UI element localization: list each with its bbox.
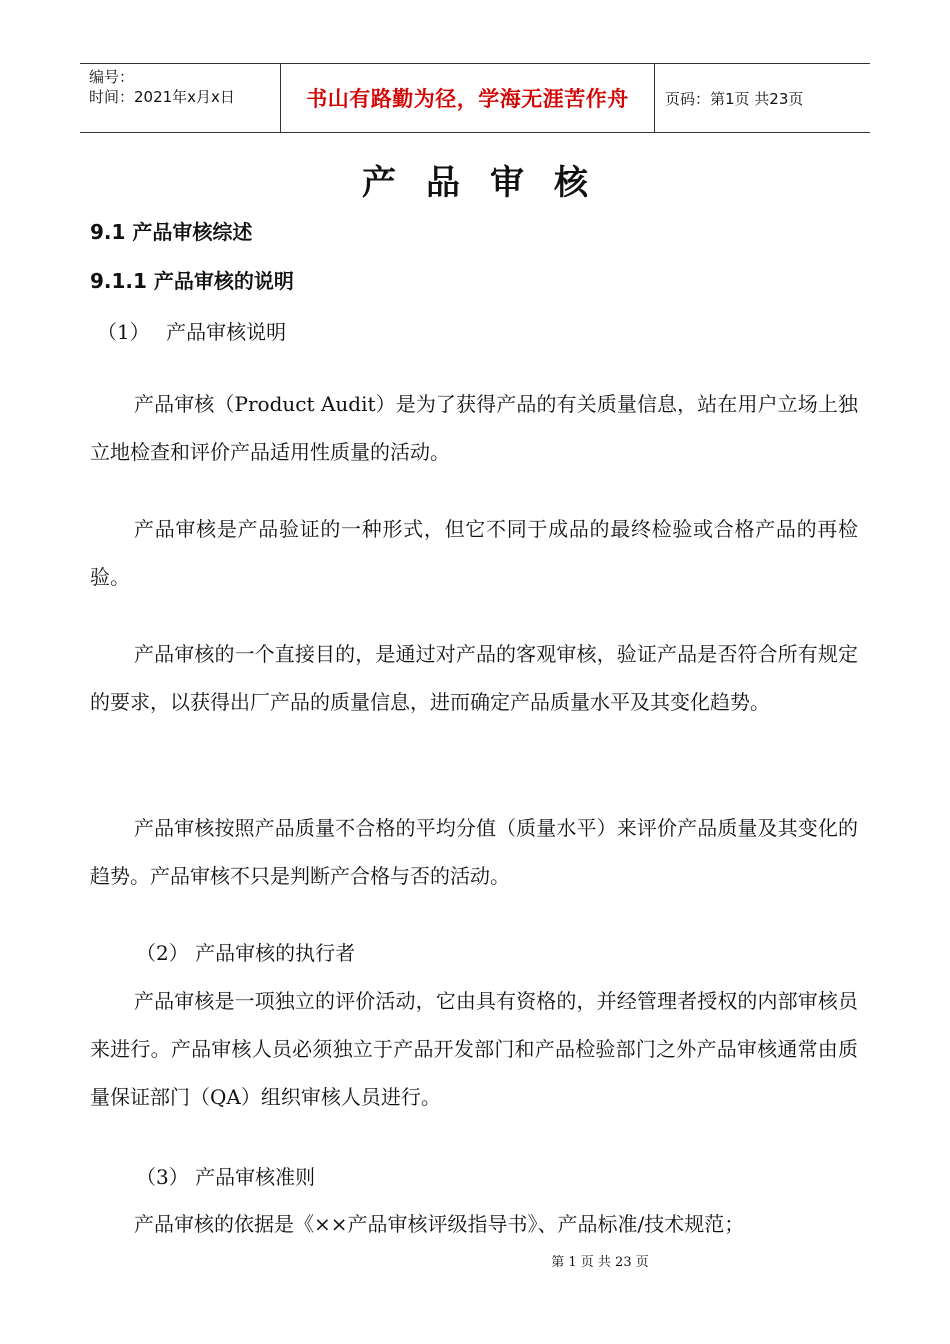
header-page-info: 页码：第1页 共23页 — [665, 89, 804, 108]
section-heading-9-1: 9.1 产品审核综述 — [90, 220, 253, 244]
paragraph-6: 产品审核的依据是《××产品审核评级指导书》、产品标准/技术规范； — [134, 1212, 745, 1236]
paragraph-1: 产品审核（Product Audit）是为了获得产品的有关质量信息，站在用户立场上独立地检查和评价产品适用性质量的活动。 — [90, 392, 858, 464]
page-footer: 第 1 页 共 23 页 — [551, 1255, 649, 1270]
paragraph-2: 产品审核是产品验证的一种形式，但它不同于成品的最终检验或合格产品的再检验。 — [90, 517, 858, 589]
document-title: 产品审核 — [362, 163, 618, 203]
item-heading-3: （3） 产品审核准则 — [136, 1165, 316, 1189]
paragraph-4: 产品审核按照产品质量不合格的平均分值（质量水平）来评价产品质量及其变化的趋势。产品审核不只是判断产合格与否的活动。 — [90, 816, 858, 888]
header-time: 时间：2021年x月x日 — [89, 88, 235, 106]
section-heading-9-1-1: 9.1.1 产品审核的说明 — [90, 269, 294, 293]
header-info-cell — [80, 64, 281, 132]
item-heading-1: （1） 产品审核说明 — [97, 320, 287, 344]
header-table — [80, 63, 870, 133]
paragraph-5: 产品审核是一项独立的评价活动，它由具有资格的，并经管理者授权的内部审核员来进行。产品审核人员必须独立于产品开发部门和产品检验部门之外产品审核通常由质量保证部门（QA）组织审核人员进行。 — [90, 989, 858, 1109]
paragraph-3: 产品审核的一个直接目的，是通过对产品的客观审核，验证产品是否符合所有规定的要求，以获得出厂产品的质量信息，进而确定产品质量水平及其变化趋势。 — [90, 642, 858, 714]
item-heading-2: （2） 产品审核的执行者 — [136, 941, 356, 965]
header-motto: 书山有路勤为径，学海无涯苦作舟 — [281, 64, 655, 132]
header-number: 编号： — [89, 68, 135, 86]
